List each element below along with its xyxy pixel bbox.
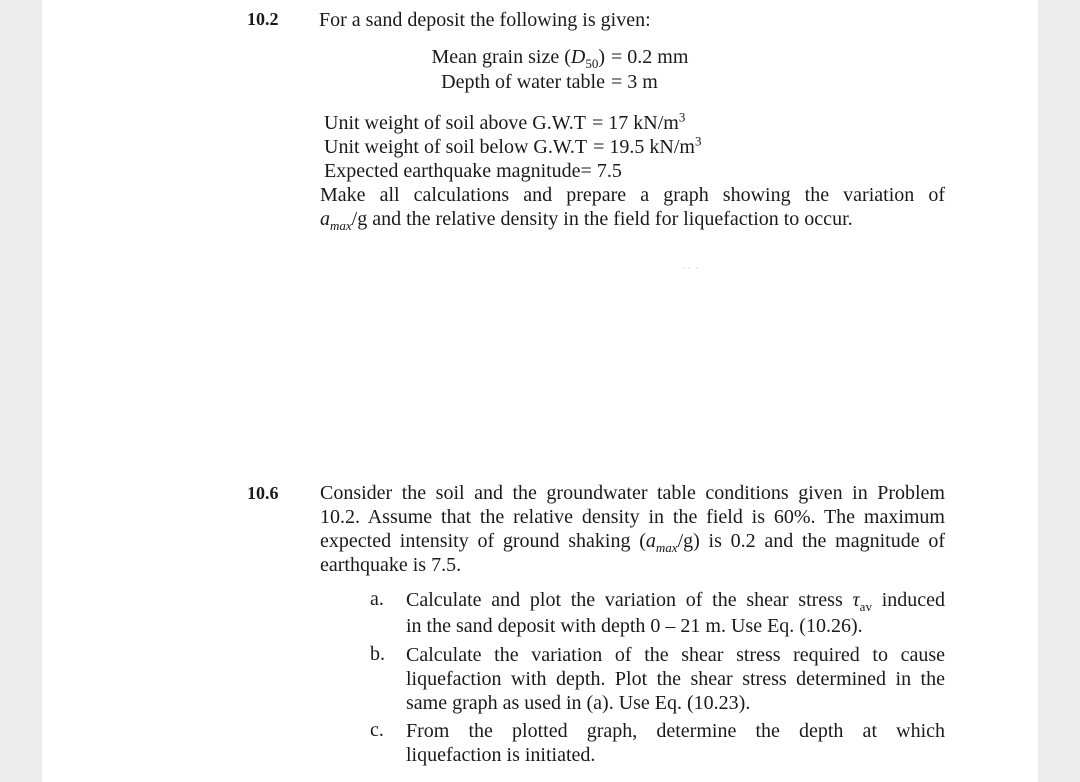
part-b-line-1: Calculate the variation of the shear stress required to cause: [406, 644, 945, 666]
task-line-2: $a_{max}/g$ and the relative density in the field for liquefaction to occur.: [320, 208, 853, 233]
part-c-letter: c.: [370, 719, 384, 741]
problem-number-10-6: 10.6: [247, 483, 279, 503]
given-mean-grain-size: Mean grain size $(D_{50}) = 0.2$ mm: [431, 46, 689, 71]
problem-intro: For a sand deposit the following is given:: [319, 9, 651, 31]
part-b-letter: b.: [370, 643, 385, 665]
part-a-line-2: in the sand deposit with depth 0 – 21 m. Use Eq. (10.26).: [406, 615, 863, 637]
statement-line-1: Consider the soil and the groundwater table conditions given in Problem: [320, 482, 945, 504]
part-a-letter: a.: [370, 588, 384, 610]
statement-line-4: earthquake is 7.5.: [320, 554, 462, 576]
part-c-line-1: From the plotted graph, determine the depth at which: [406, 720, 945, 742]
expected-magnitude: Expected earthquake magnitude= 7.5: [324, 160, 622, 182]
part-b-line-3: same graph as used in (a). Use Eq. (10.23).: [406, 692, 751, 714]
given-depth-water-table: Depth of water table = 3 m: [441, 71, 658, 93]
task-line-1: Make all calculations and prepare a graph showing the variation of: [320, 184, 945, 206]
part-a-text: [406, 588, 945, 638]
part-c-text: [406, 719, 945, 767]
statement-line-2: 10.2. Assume that the relative density in the field is 60%. The maximum: [320, 506, 945, 528]
part-a-line-1: Calculate and plot the variation of the shear stress $\tau_{av}$ induced: [406, 589, 946, 614]
problem-10-6-statement: [320, 481, 945, 577]
document-page: [42, 0, 1038, 782]
bleed-through-mark: ·· ·: [682, 262, 700, 277]
part-c-line-2: liquefaction is initiated.: [406, 744, 596, 766]
unit-weight-above-gwt: Unit weight of soil above G.W.T = 17 $kN/m^3$: [324, 109, 686, 134]
statement-line-3: expected intensity of ground shaking $(a_{max}/g)$ is 0.2 and the magnitude of: [320, 530, 945, 555]
part-b-line-2: liquefaction with depth. Plot the shear stress determined in the: [406, 668, 945, 690]
unit-weight-below-gwt: Unit weight of soil below G.W.T = 19.5 $kN/m^3$: [324, 133, 702, 158]
problem-number-10-2: 10.2: [247, 9, 279, 29]
part-b-text: [406, 643, 945, 715]
